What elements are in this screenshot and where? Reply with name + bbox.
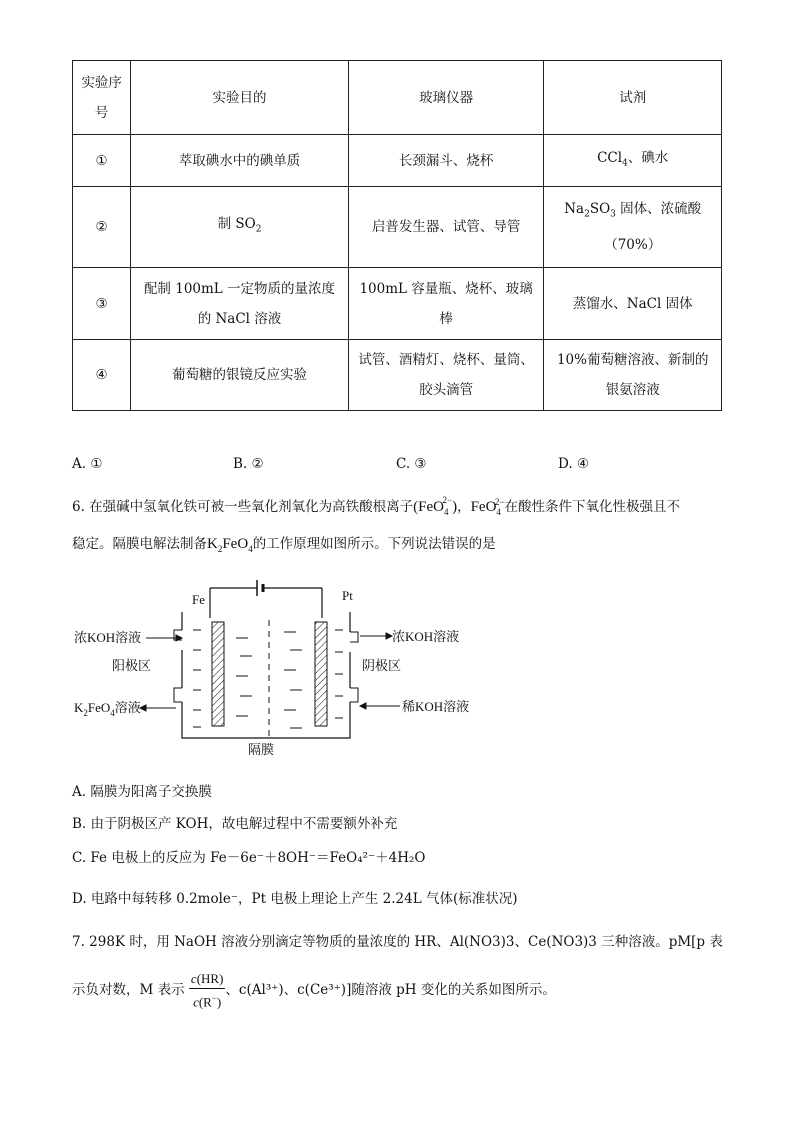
pt-electrode: [315, 622, 327, 726]
q6-option-a[interactable]: A. 隔膜为阳离子交换膜: [72, 784, 212, 800]
option-b[interactable]: B. ②: [233, 456, 264, 472]
option-c[interactable]: C. ③: [396, 456, 427, 472]
q6-stem-line2: 稳定。隔膜电解法制备$K_2FeO_4$的工作原理如图所示。下列说法错误的是: [72, 536, 496, 554]
table-cell: 试管、酒精灯、烧杯、量筒、胶头滴管: [348, 340, 544, 411]
membrane-label: 隔膜: [248, 742, 275, 757]
header-cell: 玻璃仪器: [348, 61, 544, 135]
fe-label: Fe: [192, 592, 205, 607]
table-row: [73, 268, 722, 340]
experiment-table: [72, 60, 722, 411]
table-cell: 蒸馏水、NaCl 固体: [544, 268, 722, 340]
anode-label: 阳极区: [112, 658, 152, 673]
table-header-row: [73, 61, 722, 135]
q6-option-b[interactable]: B. 由于阴极区产 KOH，故电解过程中不需要额外补充: [72, 816, 398, 832]
q7-stem-line1: 7. 298K 时，用 NaOH 溶液分别滴定等物质的量浓度的 HR、Al(NO3)3、Ce(NO3)3 三种溶液。pM[p 表: [72, 934, 723, 950]
header-cell: 实验目的: [131, 61, 349, 135]
electrolysis-diagram: [70, 572, 490, 762]
q6-stem-line1: 6. 在强碱中氢氧化铁可被一些氧化剂氧化为高铁酸根离子(FeO$_4^{2-}$)，FeO$_4^{2-}$在酸性条件下氧化性极强且不: [72, 495, 680, 517]
cathode-label: 阴极区: [362, 658, 402, 673]
table-cell: 葡萄糖的银镜反应实验: [131, 340, 349, 411]
left-inlet-label: 浓KOH溶液: [74, 630, 142, 645]
right-outlet-label: 浓KOH溶液: [392, 629, 460, 644]
table-cell: $Na_2SO_3$ 固体、浓硫酸（70%）: [544, 187, 722, 268]
fraction-hr-over-r: $\frac{c(HR)}{c(R^-)}$: [190, 971, 224, 1010]
header-cell: 实验序号: [73, 61, 131, 135]
table-cell: 100mL 容量瓶、烧杯、玻璃棒: [348, 268, 544, 340]
table-cell: 长颈漏斗、烧杯: [348, 135, 544, 187]
table-cell: ③: [73, 268, 131, 340]
q6-option-d[interactable]: D. 电路中每转移 0.2mole⁻，Pt 电极上理论上产生 2.24L 气体(标准状况): [72, 891, 518, 907]
table-row: [73, 340, 722, 411]
option-a[interactable]: A. ①: [72, 456, 103, 472]
q7-stem-line2: 示负对数，M 表示 $\frac{c(HR)}{c(R^-)}$ 、c(Al³⁺)、c(Ce³⁺)]随溶液 pH 变化的关系如图所示。: [72, 971, 556, 1010]
left-outlet-label: $K_2FeO_4$溶液: [74, 700, 141, 718]
table-cell: ①: [73, 135, 131, 187]
table-cell: ④: [73, 340, 131, 411]
table-cell: ②: [73, 187, 131, 268]
table-cell: 10%葡萄糖溶液、新制的银氨溶液: [544, 340, 722, 411]
header-cell: 试剂: [544, 61, 722, 135]
table-cell: 萃取碘水中的碘单质: [131, 135, 349, 187]
table-cell: 配制 100mL 一定物质的量浓度的 NaCl 溶液: [131, 268, 349, 340]
q6-option-c[interactable]: C. Fe 电极上的反应为 Fe－6e⁻＋8OH⁻＝FeO₄²⁻＋4H₂O: [72, 850, 426, 866]
option-d[interactable]: D. ④: [558, 456, 590, 472]
table-cell: 制 $SO_2$: [131, 187, 349, 268]
pt-label: Pt: [342, 588, 353, 603]
table-cell: 启普发生器、试管、导管: [348, 187, 544, 268]
table-row: [73, 135, 722, 187]
table-cell: CCl$_4$、碘水: [544, 135, 722, 187]
fe-electrode: [212, 622, 224, 726]
table-row: [73, 187, 722, 268]
right-inlet-label: 稀KOH溶液: [402, 699, 470, 714]
